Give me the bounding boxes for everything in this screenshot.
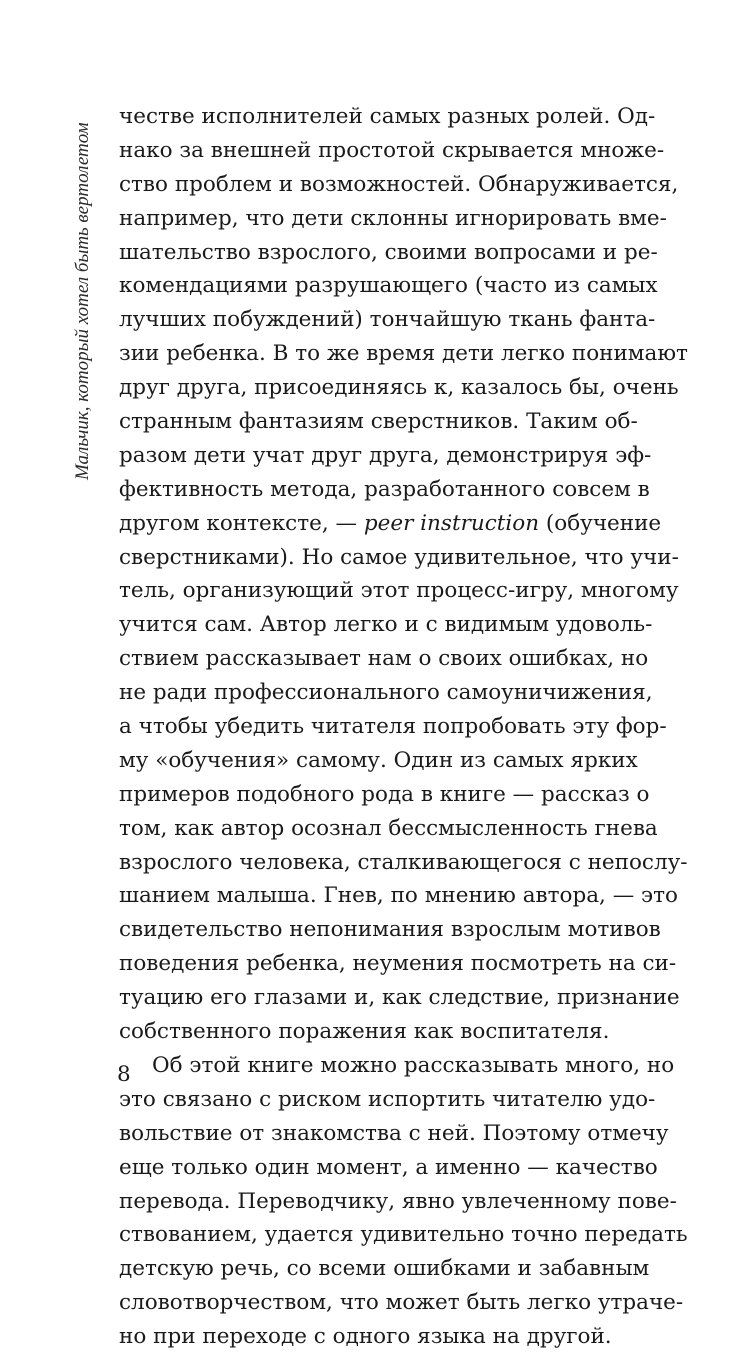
text-line: а чтобы убедить читателя попробовать эту фор-	[119, 714, 667, 740]
text-line: свидетельство непонимания взрослым мотивов	[119, 917, 661, 943]
text-line: не ради профессионального самоуничижения,	[119, 680, 653, 706]
text-line: детскую речь, со всеми ошибками и забавным	[119, 1256, 650, 1282]
text-line: шанием малыша. Гнев, по мнению автора, — это	[119, 883, 678, 909]
text-line: комендациями разрушающего (часто из самых	[119, 273, 658, 299]
text-run: (обучение	[539, 510, 662, 536]
text-line: друг друга, присоединяясь к, казалось бы, очень	[119, 375, 679, 401]
text-line: это связано с риском испортить читателю удо-	[119, 1086, 656, 1112]
text-line: собственного поражения как воспитателя.	[119, 1019, 610, 1045]
text-line: странным фантазиям сверстников. Таким об-	[119, 409, 638, 435]
text-line: ствием рассказывает нам о своих ошибках, но	[119, 646, 649, 672]
text-line: примеров подобного рода в книге — рассказ о	[119, 781, 650, 807]
text-line: туацию его глазами и, как следствие, признание	[119, 985, 680, 1011]
running-head: Мальчик, который хотел быть вертолетом	[72, 122, 93, 480]
text-line: но при переходе с одного языка на другой.	[119, 1324, 612, 1350]
text-line: шательство взрослого, своими вопросами и ре-	[119, 239, 658, 265]
text-line: Об этой книге можно рассказывать много, но	[152, 1052, 675, 1078]
text-line: лучших побуждений) тончайшую ткань фанта-	[119, 307, 656, 333]
italic-term: peer instruction	[363, 510, 540, 536]
text-line: взрослого человека, сталкивающегося с непослу-	[119, 849, 688, 875]
text-line: еще только один момент, а именно — качество	[119, 1154, 658, 1180]
text-line: сверстниками). Но самое удивительное, что учи-	[119, 544, 679, 570]
text-line: ство проблем и возможностей. Обнаруживается,	[119, 171, 679, 197]
text-line: честве исполнителей самых разных ролей. Од-	[119, 104, 656, 129]
text-line: тель, организующий этот процесс-игру, многому	[119, 578, 679, 604]
text-line: перевода. Переводчику, явно увлеченному пове-	[119, 1188, 677, 1214]
page-number: 8	[117, 1062, 131, 1087]
text-line: зии ребенка. В то же время дети легко понимают	[119, 341, 688, 367]
text-line: словотворчеством, что может быть легко утраче-	[119, 1290, 684, 1316]
text-line: том, как автор осознал бессмысленность гнева	[119, 815, 658, 841]
text-line: учится сам. Автор легко и с видимым удоволь-	[119, 612, 653, 638]
text-line	[119, 507, 662, 541]
text-line: поведения ребенка, неумения посмотреть на си-	[119, 951, 677, 977]
text-line: му «обучения» самому. Один из самых ярких	[119, 747, 638, 773]
text-line: разом дети учат друг друга, демонстрируя эф-	[119, 442, 652, 468]
text-line: ствованием, удается удивительно точно передать	[119, 1222, 688, 1248]
text-line: нако за внешней простотой скрывается множе-	[119, 137, 665, 163]
text-line: фективность метода, разработанного совсем в	[119, 476, 650, 502]
text-run: другом контексте, —	[119, 510, 364, 536]
text-line: например, что дети склонны игнорировать вме-	[119, 205, 667, 231]
body-text	[119, 100, 688, 1354]
text-line: вольствие от знакомства с ней. Поэтому отмечу	[119, 1120, 669, 1146]
